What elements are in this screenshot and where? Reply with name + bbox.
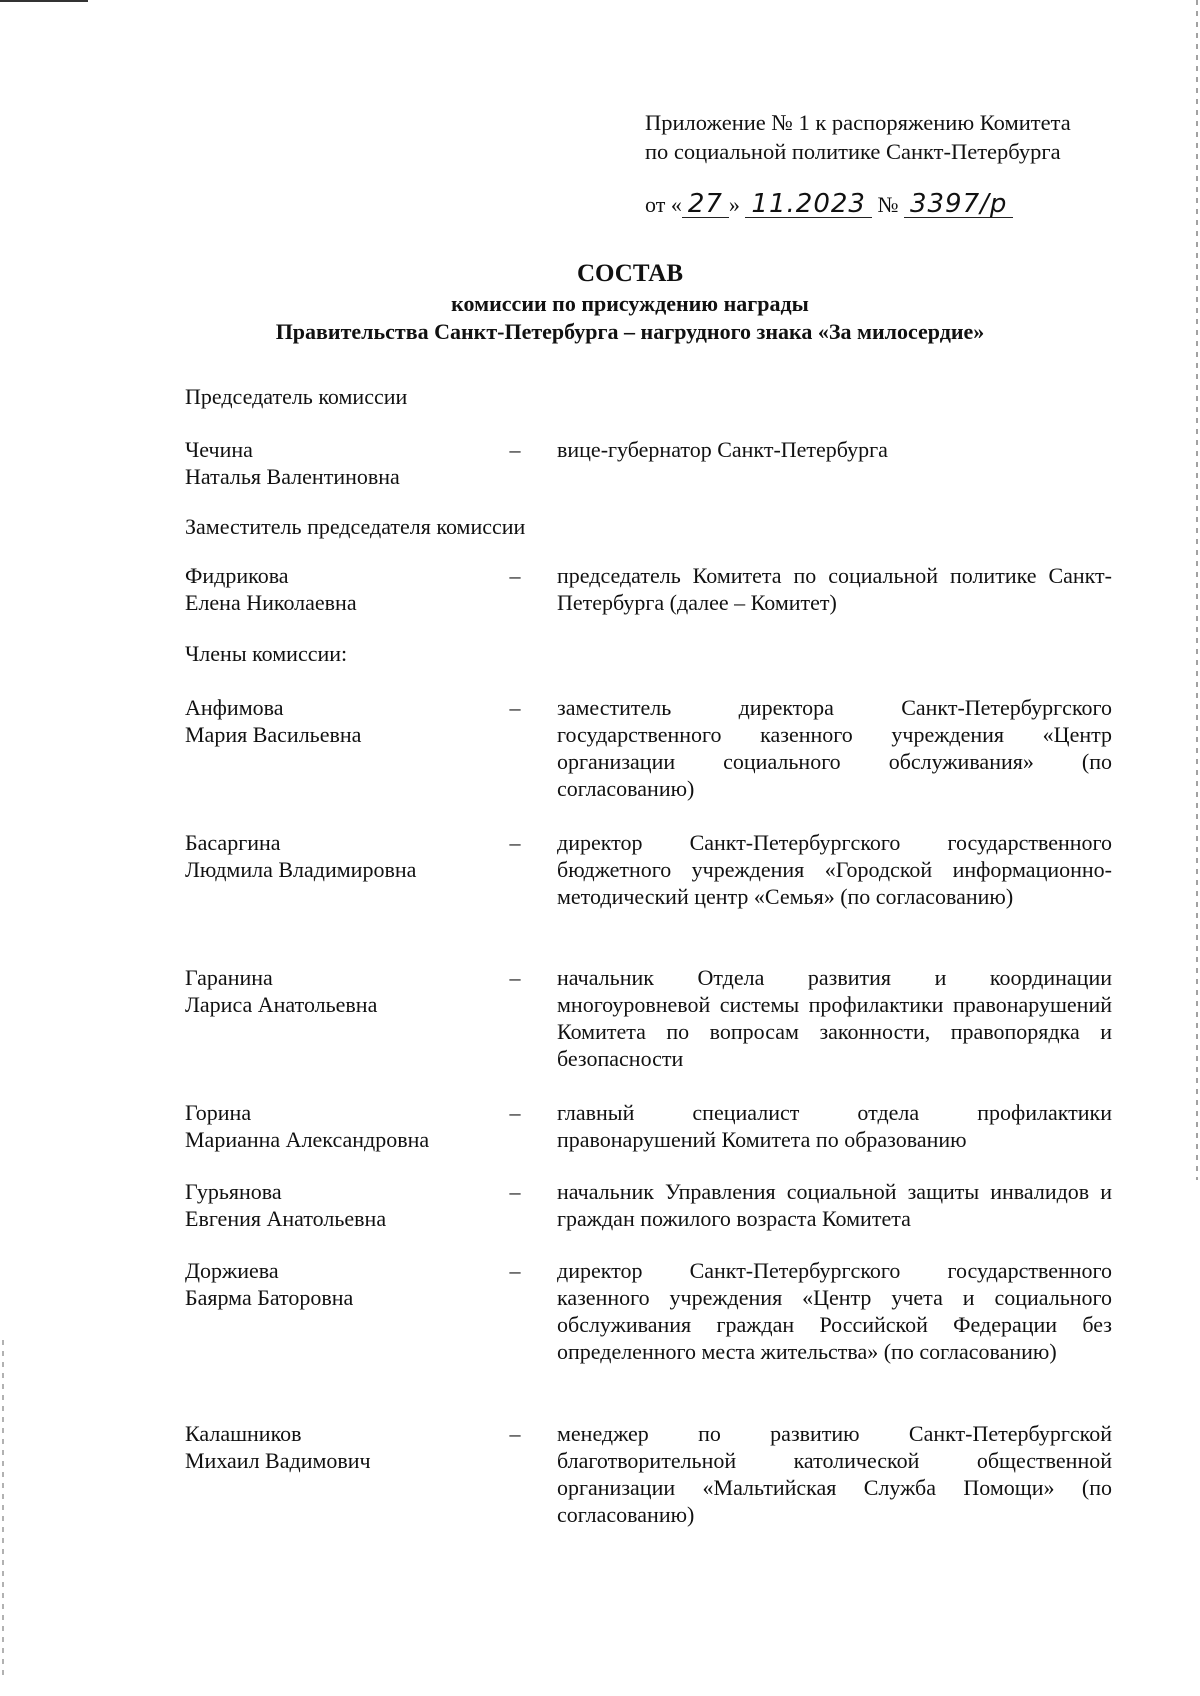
member-given-names: Михаил Вадимович: [185, 1448, 371, 1473]
member-name: [185, 829, 485, 883]
member-given-names: Елена Николаевна: [185, 590, 357, 615]
member-given-names: Наталья Валентиновна: [185, 464, 400, 489]
order-date-number: [645, 190, 1013, 220]
member-surname: Гурьянова: [185, 1179, 282, 1204]
member-name: [185, 694, 485, 748]
member-name: [185, 1420, 485, 1474]
member-surname: Фидрикова: [185, 563, 289, 588]
order-number-label: №: [877, 192, 899, 217]
member-surname: Анфимова: [185, 695, 284, 720]
member-surname: Басаргина: [185, 830, 281, 855]
scan-edge-left: [2, 1340, 4, 1680]
dash-separator: –: [509, 830, 521, 855]
dash-separator: –: [509, 695, 521, 720]
appendix-line-1: Приложение № 1 к распоряжению Комитета: [645, 110, 1071, 135]
member-role: вице-губернатор Санкт-Петербурга: [557, 437, 888, 462]
title-line-2: комиссии по присуждению награды: [451, 291, 809, 316]
member-given-names: Людмила Владимировна: [185, 857, 417, 882]
dash-separator: –: [509, 1421, 521, 1446]
member-surname: Чечина: [185, 437, 253, 462]
dash-separator: –: [509, 1179, 521, 1204]
member-role: директор Санкт-Петербургского государственного бюджетного учреждения «Городской информационно-методический центр «Семья» (по согласованию): [557, 830, 1112, 909]
section-chairman: Председатель комиссии: [185, 384, 408, 409]
dash-separator: –: [509, 437, 521, 462]
scan-edge-right: [1196, 0, 1198, 1180]
member-given-names: Евгения Анатольевна: [185, 1206, 387, 1231]
member-role: менеджер по развитию Санкт-Петербургской благотворительной католической общественной организации «Мальтийская Служба Помощи» (по согласованию): [557, 1421, 1112, 1527]
order-number: 3397/р: [904, 191, 1013, 218]
dash-separator: –: [509, 1100, 521, 1125]
member-name: [185, 1178, 485, 1232]
member-surname: Доржиева: [185, 1258, 279, 1283]
appendix-line-2: по социальной политике Санкт-Петербурга: [645, 139, 1061, 164]
order-mid: »: [728, 192, 740, 217]
member-given-names: Баярма Баторовна: [185, 1285, 354, 1310]
title-line-3: Правительства Санкт-Петербурга – нагрудного знака «За милосердие»: [275, 319, 985, 344]
member-name: [185, 1099, 485, 1153]
member-name: [185, 1257, 485, 1311]
section-members: Члены комиссии:: [185, 641, 348, 666]
member-role: начальник Управления социальной защиты инвалидов и граждан пожилого возраста Комитета: [557, 1179, 1112, 1231]
member-role: главный специалист отдела профилактики правонарушений Комитета по образованию: [557, 1100, 1112, 1152]
member-surname: Горина: [185, 1100, 252, 1125]
order-prefix: от «: [645, 192, 682, 217]
order-day: 27: [682, 191, 729, 218]
member-name: [185, 562, 485, 616]
appendix-header: [645, 108, 1071, 166]
dash-separator: –: [509, 563, 521, 588]
dash-separator: –: [509, 965, 521, 990]
member-surname: Гаранина: [185, 965, 273, 990]
member-role: председатель Комитета по социальной политике Санкт-Петербурга (далее – Комитет): [557, 563, 1112, 615]
member-name: [185, 964, 485, 1018]
dash-separator: –: [509, 1258, 521, 1283]
member-surname: Калашников: [185, 1421, 302, 1446]
member-role: начальник Отдела развития и координации многоуровневой системы профилактики правонарушений Комитета по вопросам законности, правопорядка и безопасности: [557, 965, 1112, 1071]
title-main: СОСТАВ: [576, 260, 684, 287]
member-given-names: Мария Васильевна: [185, 722, 362, 747]
top-rule: [0, 0, 88, 2]
order-date: 11.2023: [745, 191, 872, 218]
document-title: [0, 258, 1200, 346]
member-given-names: Марианна Александровна: [185, 1127, 430, 1152]
section-deputy: Заместитель председателя комиссии: [185, 514, 526, 539]
member-name: [185, 436, 485, 490]
member-given-names: Лариса Анатольевна: [185, 992, 378, 1017]
member-role: директор Санкт-Петербургского государственного казенного учреждения «Центр учета и социального обслуживания граждан Российской Федерации без определенного места жительства» (по согласованию): [557, 1258, 1112, 1364]
member-role: заместитель директора Санкт-Петербургского государственного казенного учреждения «Центр организации социального обслуживания» (по согласованию): [557, 695, 1112, 801]
